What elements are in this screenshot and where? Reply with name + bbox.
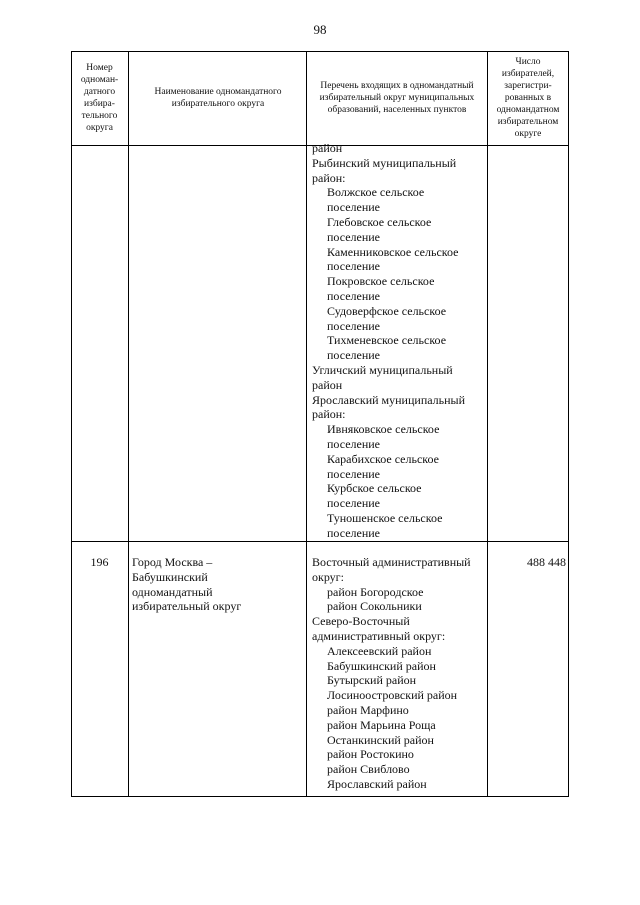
list-line: поселение	[327, 289, 381, 303]
column-divider-3	[487, 51, 488, 797]
list-line: район Свиблово	[327, 762, 410, 777]
list-line: Останкинский район	[327, 732, 434, 747]
list-line: Курбское сельское	[327, 481, 422, 496]
table-right-border	[568, 51, 569, 797]
list-line: поселение	[327, 437, 381, 451]
column-divider-1	[128, 51, 129, 797]
list-line: район	[312, 377, 343, 392]
list-line: поселение	[327, 259, 381, 274]
list-line: Ярославский район	[327, 777, 427, 791]
list-line: поселение	[327, 229, 381, 244]
list-line: район Сокольники	[327, 599, 422, 614]
district-name-line: Бабушкинский	[132, 569, 208, 584]
list-line: округ:	[312, 569, 344, 584]
table-top-border	[71, 51, 569, 52]
list-line: Рыбинский муниципальный	[312, 155, 457, 170]
list-line: Бутырский район	[327, 673, 417, 688]
list-line: поселение	[327, 496, 381, 511]
list-line: Ярославский муниципальный	[312, 392, 466, 407]
list-line: район	[312, 141, 343, 155]
list-line: Волжское сельское	[327, 185, 425, 200]
district-voters: 488 448	[527, 555, 566, 569]
district-number: 196	[90, 555, 109, 569]
list-line: Алексеевский район	[327, 643, 432, 658]
list-line: район Ростокино	[327, 747, 414, 762]
list-line: Глебовское сельское	[327, 215, 432, 229]
list-line: Бабушкинский район	[327, 658, 436, 673]
list-line: поселение	[327, 348, 381, 363]
list-line: Лосиноостровский район	[327, 688, 458, 703]
list-line: Северо-Восточный	[312, 614, 410, 629]
list-line: административный округ:	[312, 629, 446, 643]
header-list: Перечень входящих в одномандатный избирательный округ муниципальных образований, населенных пунктов	[319, 81, 475, 115]
table-left-border	[71, 51, 72, 797]
page-number: 98	[313, 22, 327, 37]
district-name-line: избирательный округ	[132, 599, 242, 614]
list-line: район:	[312, 170, 346, 185]
list-line: Восточный административный	[312, 555, 471, 569]
section-divider	[71, 541, 569, 542]
list-line: Каменниковское сельское	[327, 244, 459, 259]
list-line: Ивняковское сельское	[327, 422, 440, 437]
list-line: район Марьина Роща	[327, 717, 436, 732]
district-name-line: Город Москва –	[132, 555, 213, 569]
list-line: Покровское сельское	[327, 274, 435, 289]
header-name: Наименование одномандатного избирательного округа	[154, 87, 282, 109]
list-line: Тихменевское сельское	[327, 333, 447, 348]
district-name-line: одномандатный	[132, 584, 213, 599]
list-line: Туношенское сельское	[327, 511, 443, 525]
list-line: поселение	[327, 466, 381, 481]
list-line: Угличский муниципальный	[312, 363, 453, 377]
list-line: район Марфино	[327, 703, 409, 717]
list-line: Судоверфское сельское	[327, 303, 447, 318]
list-line: поселение	[327, 200, 381, 215]
list-line: поселение	[327, 525, 381, 540]
table-bottom-border	[71, 796, 569, 797]
list-line: Карабихское сельское	[327, 451, 439, 466]
list-line: район Богородское	[327, 584, 424, 599]
header-number: Номер одноман-датного избира-тельного округа	[80, 63, 119, 133]
column-divider-2	[306, 51, 307, 797]
header-voters: Число избирателей, зарегистри-рованных в одномандатном избирательном округе	[496, 57, 560, 139]
list-line: район:	[312, 407, 346, 422]
list-line: поселение	[327, 318, 381, 333]
